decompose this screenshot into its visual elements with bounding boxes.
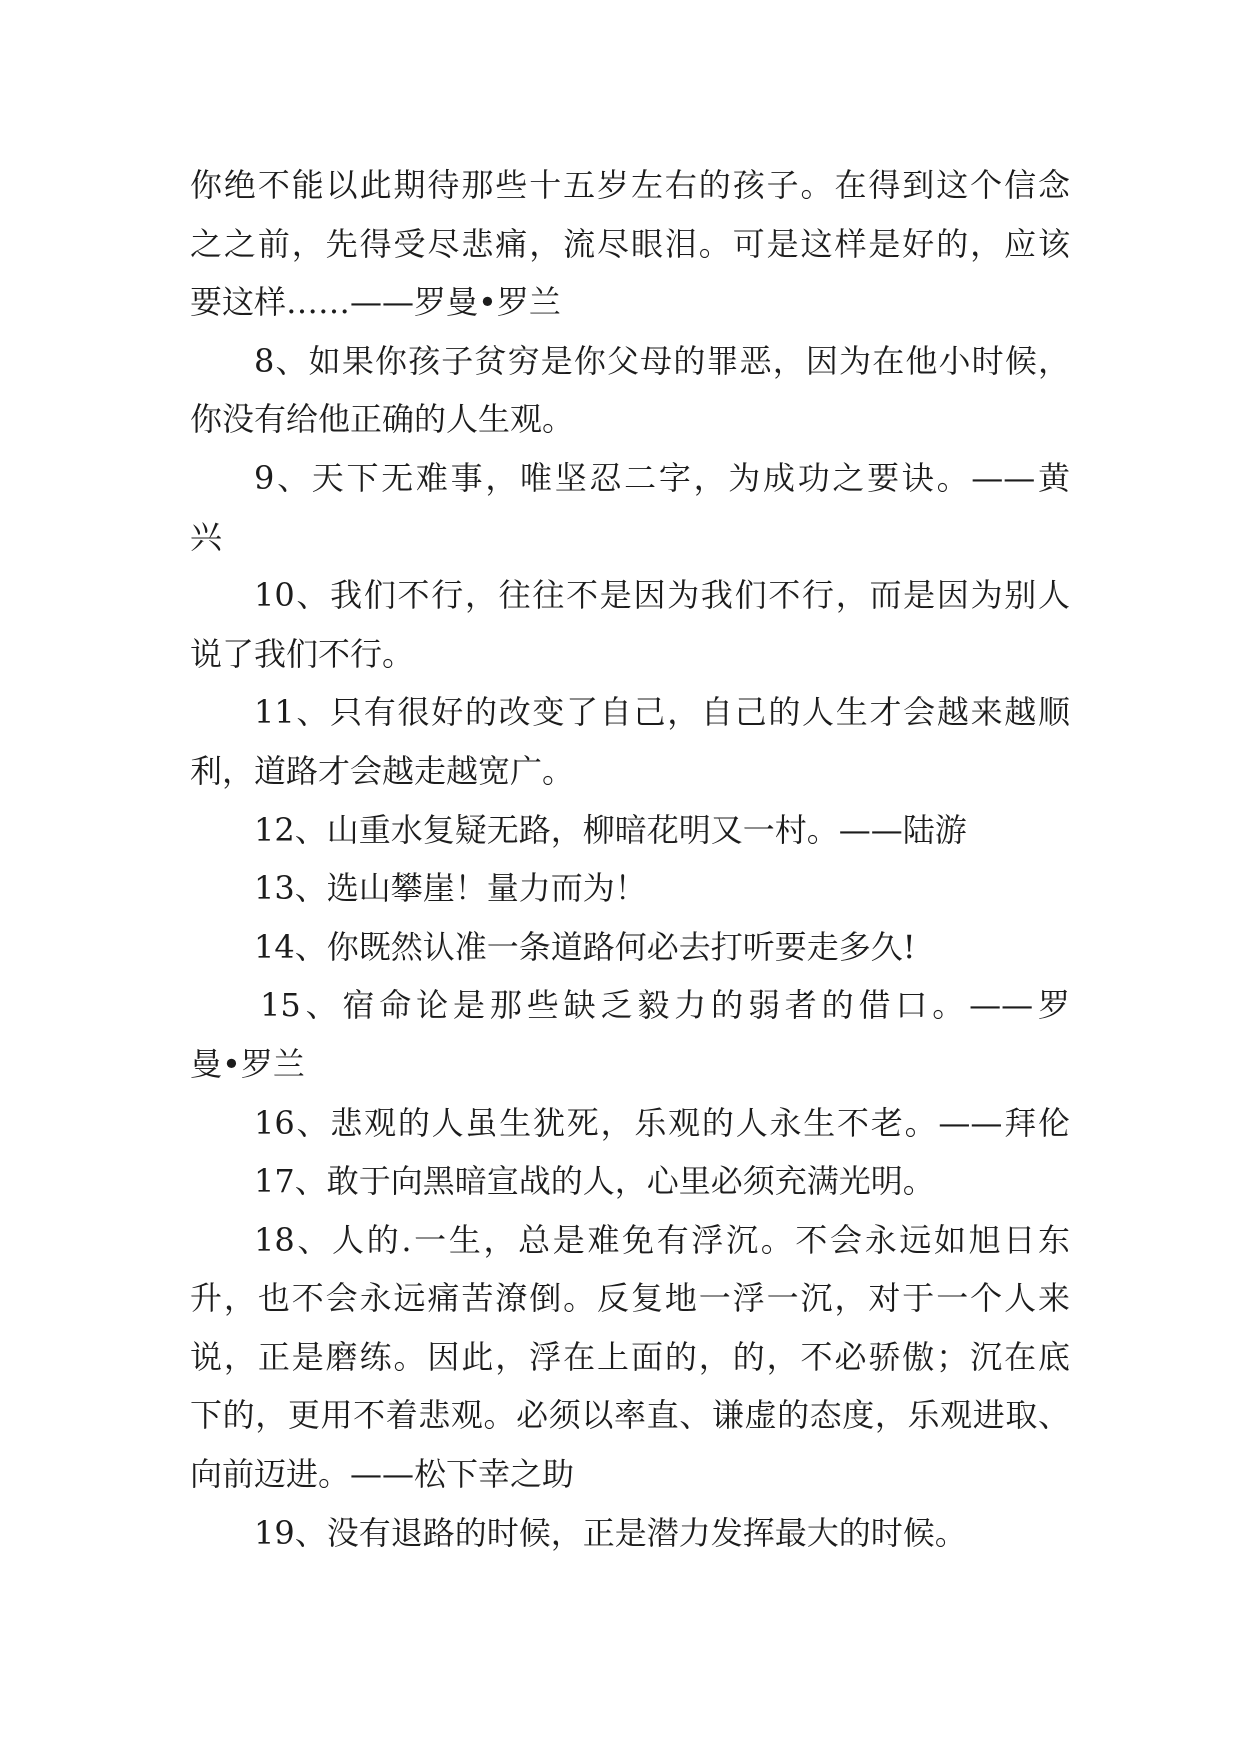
text-line: 15、宿命论是那些缺乏毅力的弱者的借口。——罗 <box>260 986 1070 1025</box>
text-line: 你绝不能以此期待那些十五岁左右的孩子。在得到这个信念 <box>190 166 1070 204</box>
text-line: 升，也不会永远痛苦潦倒。反复地一浮一沉，对于一个人来 <box>190 1279 1070 1318</box>
text-line: 13、选山攀崖！量力而为！ <box>254 869 647 908</box>
text-line: 说了我们不行。 <box>190 634 415 673</box>
text-line: 利，道路才会越走越宽广。 <box>190 751 575 790</box>
text-line: 19、没有退路的时候，正是潜力发挥最大的时候。 <box>254 1513 967 1552</box>
text-line: 11、只有很好的改变了自己，自己的人生才会越来越顺 <box>254 693 1070 732</box>
text-line: 16、悲观的人虽生犹死，乐观的人永生不老。——拜伦 <box>254 1103 1070 1142</box>
text-line: 8、如果你孩子贫穷是你父母的罪恶，因为在他小时候， <box>254 341 1070 380</box>
text-line: 说，正是磨练。因此，浮在上面的，的，不必骄傲；沉在底 <box>190 1337 1070 1376</box>
text-line: 之之前，先得受尽悲痛，流尽眼泪。可是这样是好的，应该 <box>190 224 1070 263</box>
text-line: 10、我们不行，往往不是因为我们不行，而是因为别人 <box>254 576 1070 615</box>
text-line: 向前迈进。——松下幸之助 <box>190 1455 575 1494</box>
text-line: 曼•罗兰 <box>190 1044 305 1083</box>
text-line: 14、你既然认准一条道路何必去打听要走多久! <box>254 927 916 966</box>
text-line: 下的，更用不着悲观。必须以率直、谦虚的态度，乐观进取、 <box>190 1396 1070 1435</box>
text-line: 兴 <box>190 517 223 556</box>
text-line: 18、人的.一生，总是难免有浮沉。不会永远如旭日东 <box>254 1220 1070 1259</box>
body-text <box>190 156 1070 1562</box>
text-line: 12、山重水复疑无路，柳暗花明又一村。——陆游 <box>254 810 967 849</box>
text-line: 17、敢于向黑暗宣战的人，心里必须充满光明。 <box>254 1162 935 1201</box>
text-line: 你没有给他正确的人生观。 <box>190 400 575 439</box>
text-line: 9、天下无难事，唯坚忍二字，为成功之要诀。——黄 <box>254 458 1070 497</box>
text-line: 要这样……——罗曼•罗兰 <box>190 283 561 322</box>
